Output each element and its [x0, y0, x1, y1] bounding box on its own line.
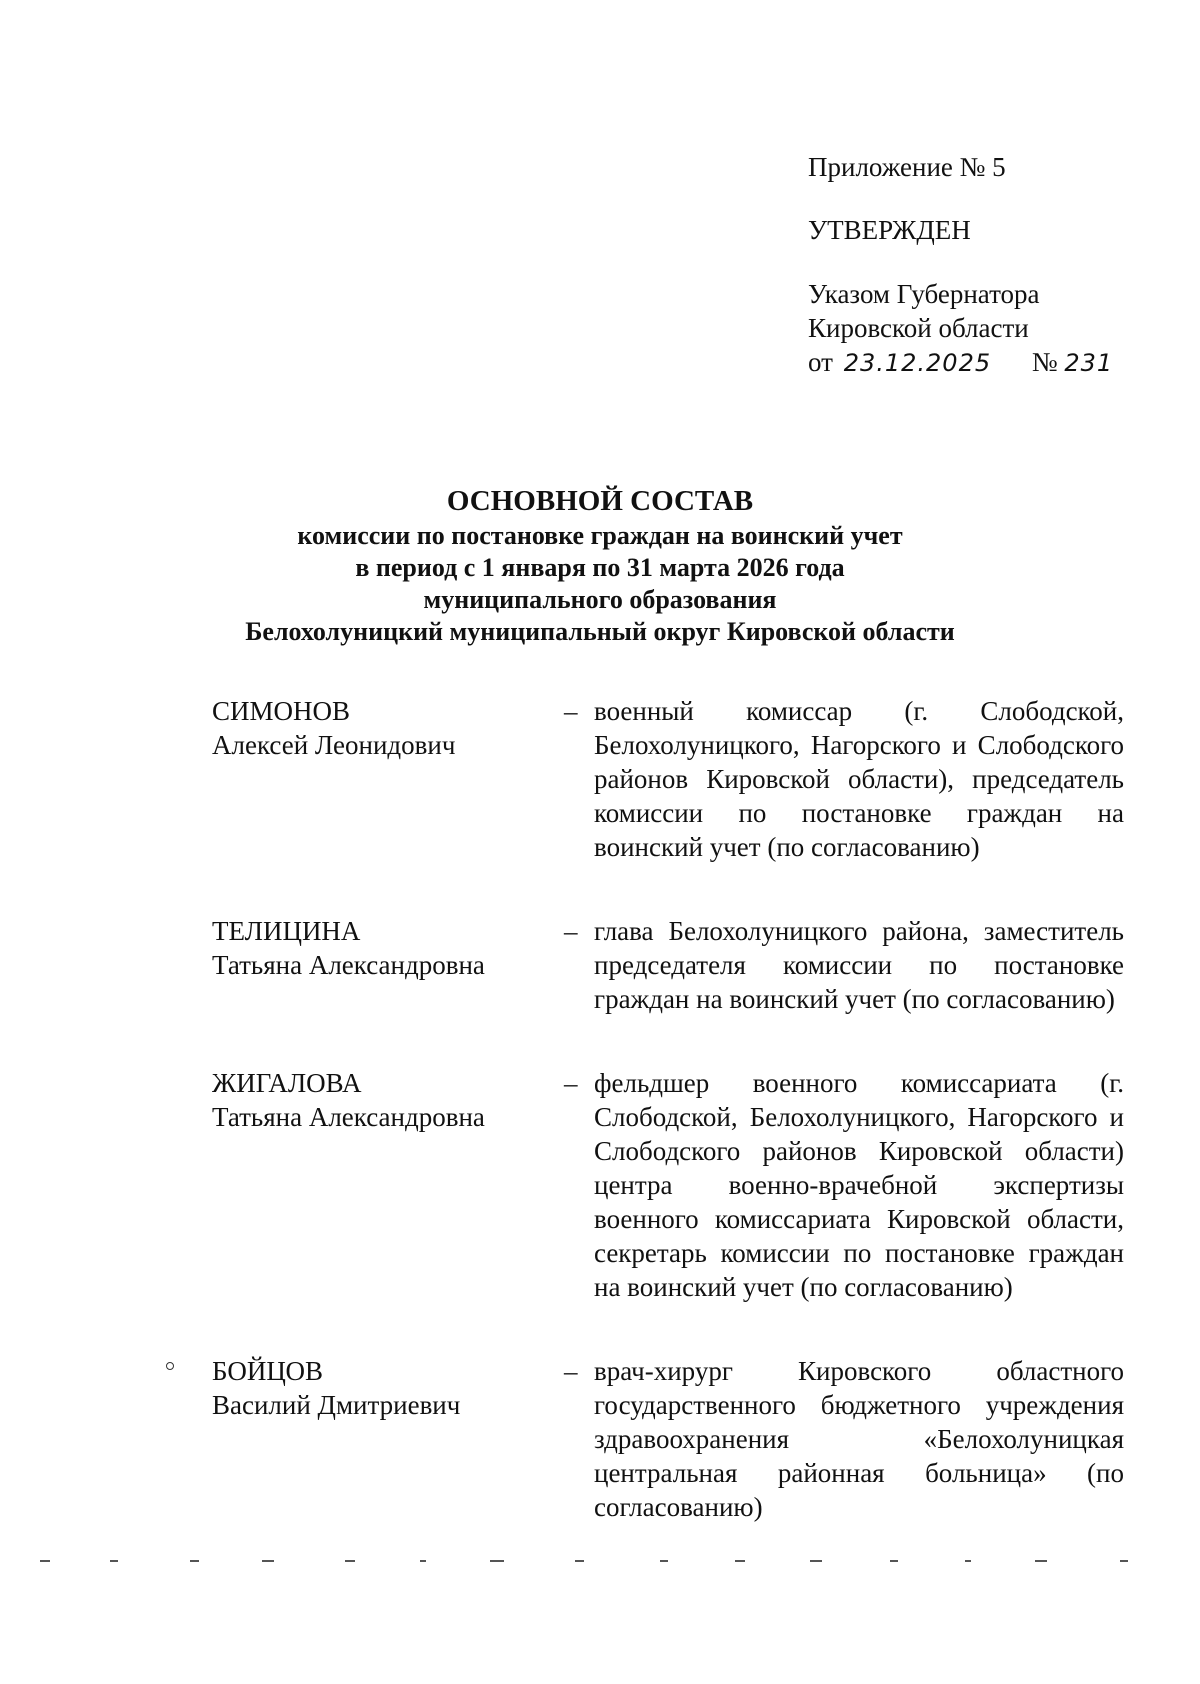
member-name — [212, 1354, 564, 1422]
member-surname: ТЕЛИЦИНА — [212, 916, 361, 946]
scan-speck — [420, 1560, 426, 1562]
title-main: ОСНОВНОЙ СОСТАВ — [446, 485, 754, 517]
scan-speck — [890, 1560, 898, 1562]
title-line-4: Белохолуницкий муниципальный округ Кировской области — [245, 617, 955, 646]
scan-speck — [345, 1560, 355, 1562]
decree-line-1: Указом Губернатора — [808, 279, 1040, 309]
title-line-1: комиссии по постановке граждан на воинский учет — [297, 521, 903, 550]
decree-date-line — [808, 345, 1113, 380]
scan-speck — [190, 1560, 199, 1562]
member-surname: ЖИГАЛОВА — [212, 1068, 362, 1098]
decree-date: 23.12.2025 — [843, 349, 992, 377]
scan-speck — [810, 1560, 822, 1562]
scan-specks — [0, 1552, 1200, 1572]
member-role: военный комиссар (г. Слободской, Белохолуницкого, Нагорского и Слободского районов Кировской области), председатель комиссии по постановке граждан на воинский учет (по согласованию) — [594, 696, 1124, 862]
scan-dot-mark — [166, 1362, 174, 1370]
member-given-name: Татьяна Александровна — [212, 950, 485, 980]
member-entry — [212, 914, 1132, 1016]
member-given-name: Алексей Леонидович — [212, 730, 456, 760]
dash-separator: – — [564, 696, 578, 726]
from-prefix: от — [808, 347, 833, 377]
scan-speck — [262, 1560, 274, 1562]
decree-line-2: Кировской области — [808, 313, 1029, 343]
member-role: фельдшер военного комиссариата (г. Слободской, Белохолуницкого, Нагорского и Слободского районов Кировской области) центра военно-врачебной экспертизы военного комиссариата Кировской области, секретарь комиссии по постановке граждан на воинский учет (по согласованию) — [594, 1068, 1124, 1302]
member-surname: СИМОНОВ — [212, 696, 351, 726]
scan-speck — [1035, 1560, 1047, 1562]
scan-speck — [575, 1560, 584, 1562]
approved-label: УТВЕРЖДЕН — [808, 215, 971, 245]
scan-speck — [735, 1560, 745, 1562]
decree-number: 231 — [1064, 349, 1114, 377]
member-entry — [212, 1066, 1132, 1304]
scan-speck — [110, 1560, 118, 1562]
appendix-label: Приложение № 5 — [808, 152, 1006, 182]
member-name — [212, 914, 564, 982]
title-line-2: в период с 1 января по 31 марта 2026 года — [355, 553, 845, 582]
member-role: врач-хирург Кировского областного государственного бюджетного учреждения здравоохранения «Белохолуницкая центральная районная больница» (по согласованию) — [594, 1356, 1124, 1522]
document-title — [150, 482, 1050, 648]
number-prefix: № — [1031, 347, 1058, 377]
dash-separator: – — [564, 916, 578, 946]
scan-speck — [660, 1560, 668, 1562]
member-surname: БОЙЦОВ — [212, 1356, 323, 1386]
dash-separator: – — [564, 1068, 578, 1098]
title-line-3: муниципального образования — [423, 585, 777, 614]
member-given-name: Татьяна Александровна — [212, 1102, 485, 1132]
scan-speck — [490, 1560, 504, 1562]
members-list — [212, 694, 1132, 1524]
member-entry — [212, 1354, 1132, 1524]
scan-speck — [40, 1560, 50, 1562]
approval-block — [808, 150, 1113, 380]
scan-speck — [965, 1560, 971, 1562]
scan-speck — [1120, 1560, 1128, 1562]
member-entry — [212, 694, 1132, 864]
dash-separator: – — [564, 1356, 578, 1386]
member-role: глава Белохолуницкого района, заместитель председателя комиссии по постановке граждан на воинский учет (по согласованию) — [594, 916, 1124, 1014]
member-given-name: Василий Дмитриевич — [212, 1390, 461, 1420]
member-name — [212, 1066, 564, 1134]
member-name — [212, 694, 564, 762]
